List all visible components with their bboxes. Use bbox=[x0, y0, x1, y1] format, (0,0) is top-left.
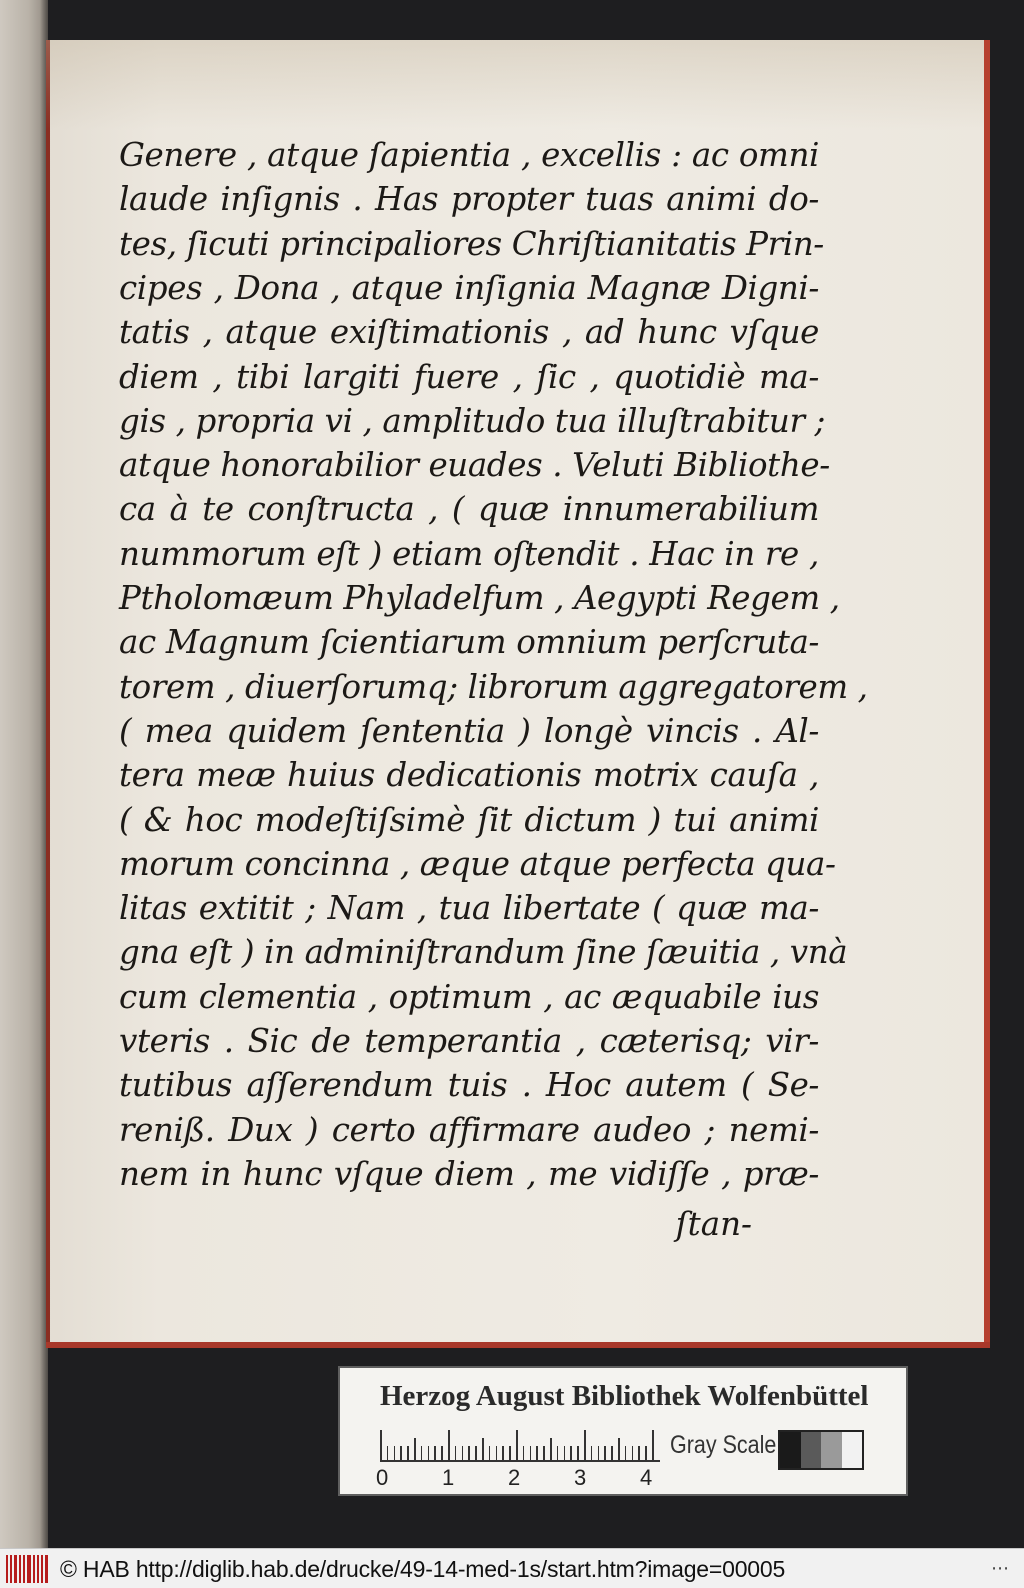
text-line: laude inſignis . Has propter tuas animi do- bbox=[119, 180, 819, 219]
ruler-tick bbox=[625, 1446, 627, 1460]
text-line: torem , diuerſorumq; librorum aggregatorem , bbox=[119, 667, 868, 706]
text-line: vteris . Sic de temperantia , cæterisq; vir- bbox=[119, 1022, 819, 1060]
page-red-edge bbox=[984, 40, 990, 1348]
text-line: ( & hoc modeſtiſsimè ſit dictum ) tui animi bbox=[119, 800, 819, 839]
text-line: diem , tibi largiti fuere , ſic , quotidiè ma- bbox=[119, 357, 819, 396]
text-line: gis , propria vi , amplitudo tua illuſtrabitur ; bbox=[119, 401, 826, 440]
ruler-tick bbox=[530, 1446, 532, 1460]
ruler-tick bbox=[645, 1446, 647, 1460]
ruler-tick bbox=[482, 1438, 484, 1460]
text-line: gna eſt ) in adminiſtrandum ſine ſæuitia , vnà bbox=[119, 933, 848, 972]
ruler-tick bbox=[523, 1446, 525, 1460]
ruler-tick bbox=[584, 1430, 586, 1460]
ruler-tick bbox=[564, 1446, 566, 1460]
ruler-tick bbox=[380, 1430, 382, 1460]
gray-swatch bbox=[842, 1432, 863, 1468]
gray-swatch bbox=[801, 1432, 822, 1468]
text-line: cipes , Dona , atque inſignia Magnæ Digni- bbox=[119, 268, 819, 307]
ruler-tick bbox=[509, 1446, 511, 1460]
text-line: reniß. Dux ) certo affirmare audeo ; nemi- bbox=[119, 1110, 819, 1149]
ruler-tick bbox=[598, 1446, 600, 1460]
gray-swatch bbox=[821, 1432, 842, 1468]
ruler-tick bbox=[394, 1446, 396, 1460]
gray-swatch bbox=[780, 1432, 801, 1468]
ruler-tick bbox=[516, 1430, 518, 1460]
book-page bbox=[46, 40, 990, 1348]
text-line: nummorum eſt ) etiam oſtendit . Hac in re , bbox=[119, 534, 819, 573]
ruler-tick bbox=[400, 1446, 402, 1460]
ruler-number: 2 bbox=[508, 1465, 521, 1490]
ruler-tick bbox=[414, 1438, 416, 1460]
ruler-tick bbox=[421, 1446, 423, 1460]
ruler-tick bbox=[428, 1446, 430, 1460]
text-line: ac Magnum ſcientiarum omnium perſcruta- bbox=[119, 623, 819, 662]
more-options-icon[interactable]: ⋯ bbox=[991, 1558, 1009, 1579]
adjacent-page-edge bbox=[0, 0, 48, 1548]
ruler-tick bbox=[448, 1430, 450, 1460]
gray-scale-label: Gray Scale bbox=[670, 1431, 777, 1459]
ruler-tick bbox=[577, 1446, 579, 1460]
ruler-tick bbox=[441, 1446, 443, 1460]
text-line: nem in hunc vſque diem , me vidiſſe , præ- bbox=[119, 1154, 819, 1193]
text-line: litas extitit ; Nam , tua libertate ( quæ ma- bbox=[119, 889, 819, 928]
ruler-number: 1 bbox=[442, 1465, 455, 1490]
ruler-tick bbox=[570, 1446, 572, 1460]
ruler-number: 0 bbox=[376, 1465, 389, 1490]
page-bottom-edge bbox=[46, 1342, 990, 1348]
text-line: Ptholomæum Phyladelfum , Aegypti Regem , bbox=[119, 579, 840, 617]
ruler-number: 3 bbox=[574, 1465, 587, 1490]
ruler-tick bbox=[632, 1446, 634, 1460]
ruler-tick bbox=[536, 1446, 538, 1460]
ruler-tick bbox=[604, 1446, 606, 1460]
ruler-tick bbox=[638, 1446, 640, 1460]
ruler-tick bbox=[434, 1446, 436, 1460]
ruler-tick bbox=[407, 1446, 409, 1460]
ruler-tick bbox=[652, 1430, 654, 1460]
copyright-url[interactable]: © HAB http://diglib.hab.de/drucke/49-14-med-1s/start.htm?image=00005 bbox=[60, 1556, 786, 1582]
text-line: tes, ſicuti principaliores Chriſtianitatis Prin- bbox=[119, 224, 824, 263]
text-line: tatis , atque exiſtimationis , ad hunc vſque bbox=[119, 313, 819, 352]
text-line: Genere , atque ſapientia , excellis : ac omni bbox=[119, 136, 819, 174]
hab-logo-icon bbox=[6, 1555, 48, 1583]
ruler-tick bbox=[468, 1446, 470, 1460]
catchword: ſtan- bbox=[675, 1205, 752, 1243]
ruler-tick bbox=[618, 1438, 620, 1460]
library-name: Herzog August Bibliothek Wolfenbüttel bbox=[380, 1380, 869, 1412]
measurement-ruler bbox=[380, 1426, 660, 1462]
text-line: ca à te conſtructa , ( quæ innumerabilium bbox=[119, 490, 819, 529]
ruler-tick bbox=[462, 1446, 464, 1460]
ruler-tick bbox=[550, 1438, 552, 1460]
color-calibration-card bbox=[338, 1366, 908, 1496]
ruler-number: 4 bbox=[640, 1465, 653, 1490]
ruler-tick bbox=[591, 1446, 593, 1460]
status-bar bbox=[0, 1548, 1024, 1588]
text-line: ( mea quidem ſententia ) longè vincis . Al- bbox=[119, 711, 819, 750]
ruler-tick bbox=[496, 1446, 498, 1460]
ruler-tick bbox=[387, 1446, 389, 1460]
text-line: atque honorabilior euades . Veluti Bibliothe- bbox=[119, 446, 830, 485]
ruler-tick bbox=[543, 1446, 545, 1460]
ruler-numbers bbox=[376, 1466, 676, 1490]
ruler-tick bbox=[557, 1446, 559, 1460]
text-line: tera meæ huius dedicationis motrix cauſa , bbox=[119, 756, 819, 795]
ruler-tick bbox=[475, 1446, 477, 1460]
text-line: morum concinna , æque atque perfecta qua- bbox=[119, 844, 836, 883]
text-line: tutibus aſſerendum tuis . Hoc autem ( Se- bbox=[119, 1066, 819, 1105]
text-line: cum clementia , optimum , ac æquabile ius bbox=[119, 977, 819, 1016]
ruler-tick bbox=[455, 1446, 457, 1460]
ruler-tick bbox=[502, 1446, 504, 1460]
gray-scale-swatches bbox=[778, 1430, 864, 1470]
ruler-tick bbox=[611, 1446, 613, 1460]
ruler-tick bbox=[489, 1446, 491, 1460]
